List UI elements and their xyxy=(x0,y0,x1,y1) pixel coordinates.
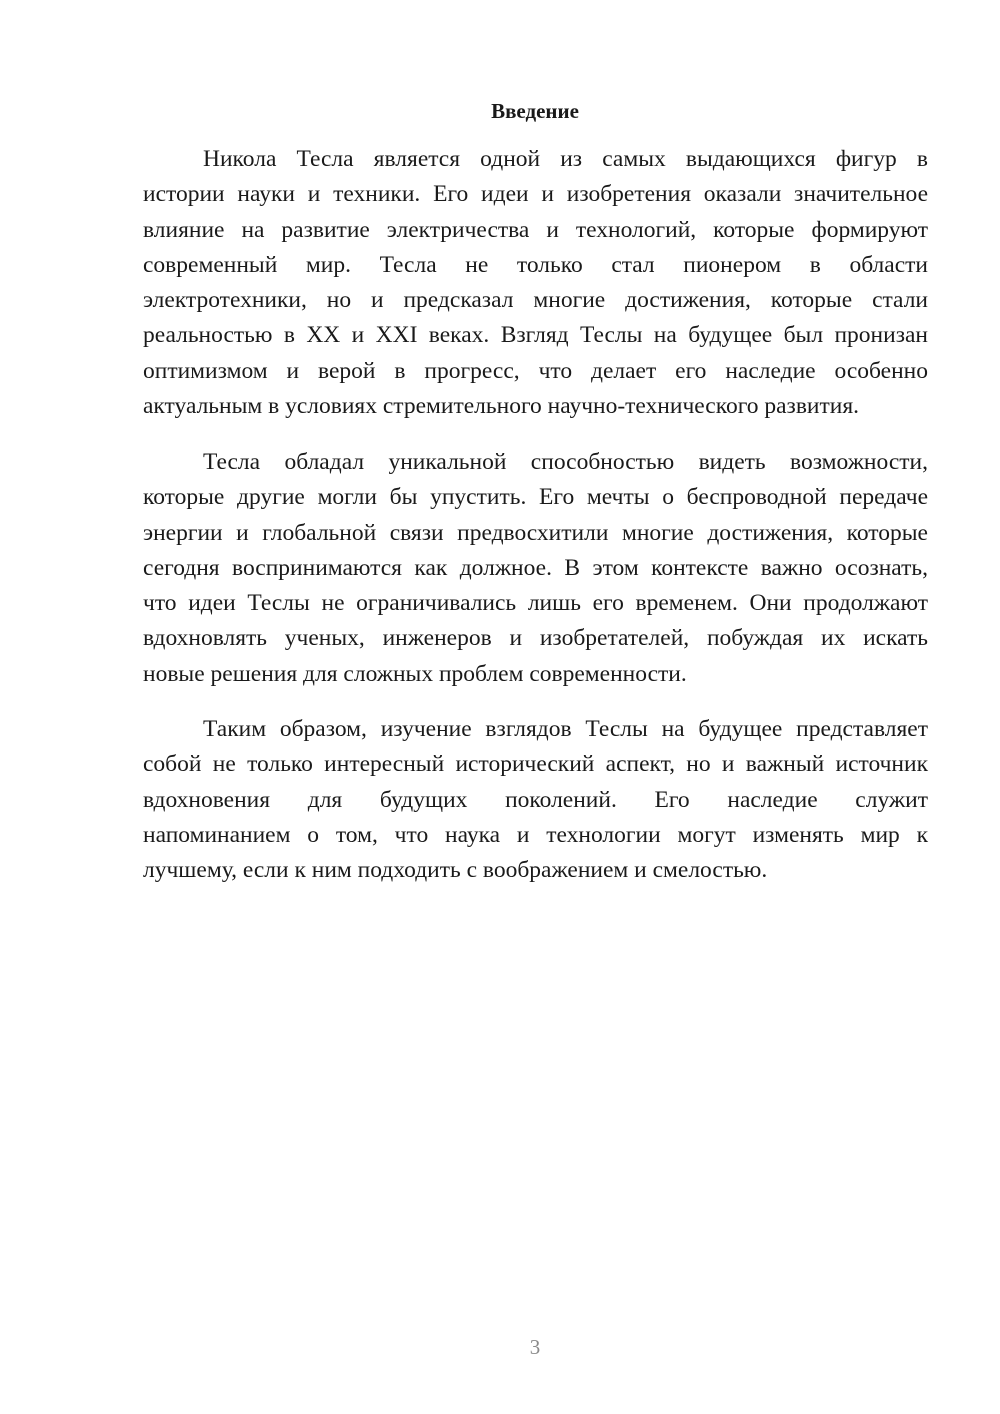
text-line: энергии и глобальной связи предвосхитили многие достижения, которые xyxy=(143,519,928,546)
paragraph-2 xyxy=(143,445,928,692)
text-line: вдохновлять ученых, инженеров и изобретателей, побуждая их искать xyxy=(143,625,928,652)
text-line: современный мир. Тесла не только стал пионером в области xyxy=(143,251,928,278)
text-line: оптимизмом и верой в прогресс, что делает его наследие особенно xyxy=(143,357,928,384)
paragraph-1 xyxy=(143,142,928,424)
text-line: собой не только интересный исторический аспект, но и важный источник xyxy=(143,751,928,778)
text-line: актуальным в условиях стремительного научно-технического развития. xyxy=(143,393,860,420)
text-line: реальностью в XX и XXI веках. Взгляд Теслы на будущее был пронизан xyxy=(143,322,928,349)
text-line: которые другие могли бы упустить. Его мечты о беспроводной передаче xyxy=(143,484,928,511)
text-line: влияние на развитие электричества и технологий, которые формируют xyxy=(143,216,928,243)
text-line: лучшему, если к ним подходить с воображением и смелостью. xyxy=(143,857,768,884)
text-line: истории науки и техники. Его идеи и изобретения оказали значительное xyxy=(143,181,928,208)
text-line: новые решения для сложных проблем современности. xyxy=(143,660,687,687)
text-line: Никола Тесла является одной из самых выдающихся фигур в xyxy=(203,146,928,172)
section-heading: Введение xyxy=(491,99,579,123)
text-line: что идеи Теслы не ограничивались лишь его временем. Они продолжают xyxy=(143,590,928,617)
paragraph-3 xyxy=(143,712,928,888)
text-line: напоминанием о том, что наука и технологии могут изменять мир к xyxy=(143,821,928,848)
page-number: 3 xyxy=(529,1335,541,1359)
text-line: Таким образом, изучение взглядов Теслы на будущее представляет xyxy=(203,716,928,742)
text-line: Тесла обладал уникальной способностью видеть возможности, xyxy=(203,449,928,475)
text-line: электротехники, но и предсказал многие достижения, которые стали xyxy=(143,287,928,314)
text-line: сегодня воспринимаются как должное. В этом контексте важно осознать, xyxy=(143,554,928,581)
text-line: вдохновения для будущих поколений. Его наследие служит xyxy=(143,786,928,813)
